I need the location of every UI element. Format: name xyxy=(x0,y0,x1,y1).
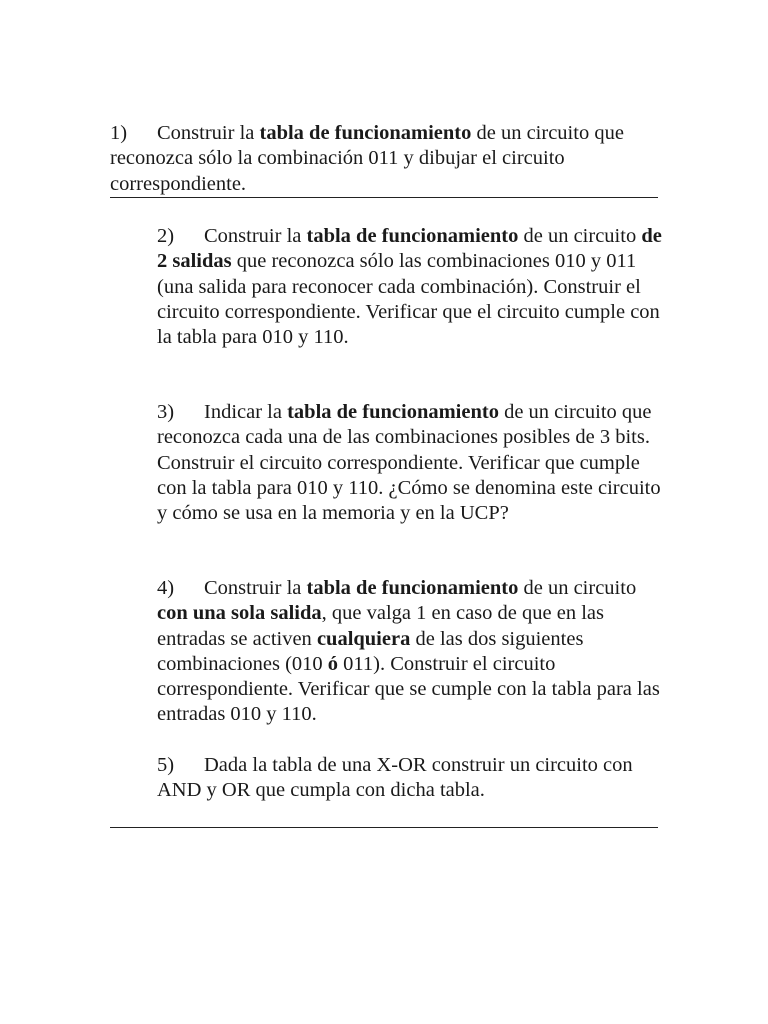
exercise-2-part: Construir la xyxy=(204,225,307,247)
exercise-1-text xyxy=(110,121,660,197)
exercise-4-part: de las dos siguientes combinaciones (010 xyxy=(157,627,584,675)
exercise-5-part: Dada la tabla de una X-OR construir un circuito con AND y OR que cumpla con dicha tabla. xyxy=(157,754,633,802)
exercise-1-part: de un circuito que reconozca sólo la combinación 011 y dibujar el circuito correspondiente. xyxy=(110,122,624,195)
exercise-2-bold: de 2 salidas xyxy=(157,225,662,273)
exercise-3-text xyxy=(157,400,662,526)
exercise-2-part: de un circuito xyxy=(518,225,642,247)
exercise-3-part: de un circuito que reconozca cada una de las combinaciones posibles de 3 bits. Construir el circuito correspondiente. Verificar que cumple con la tabla para 010 y 110. ¿Cómo se denomina este circuito y cómo se usa en la memoria y en la UCP? xyxy=(157,401,661,525)
exercise-2-part: que reconozca sólo las combinaciones 010 y 011 (una salida para reconocer cada combinación). Construir el circuito correspondiente. Verificar que el circuito cumple con la tabla para 010 y 110. xyxy=(157,250,660,349)
exercise-4-part: de un circuito xyxy=(518,577,637,599)
exercise-3-bold: tabla de funcionamiento xyxy=(287,401,499,423)
exercise-2 xyxy=(157,224,662,350)
exercise-4-bold: con una sola salida xyxy=(157,602,322,625)
exercise-3-number: 3) xyxy=(157,401,175,423)
exercise-3 xyxy=(157,400,662,526)
exercise-4-bold: ó xyxy=(327,652,339,675)
exercise-5-number: 5) xyxy=(157,754,175,776)
exercise-4-text xyxy=(157,576,662,728)
exercise-4-part: 011). Construir el circuito correspondiente. Verificar que se cumple con la tabla para las entradas 010 y 110. xyxy=(157,652,660,726)
exercise-4-number: 4) xyxy=(157,577,175,599)
exercise-4-part: , que valga 1 en caso de que en las entradas se activen xyxy=(157,602,604,650)
exercise-2-number: 2) xyxy=(157,225,175,247)
exercise-2-text xyxy=(157,224,662,350)
exercise-5 xyxy=(157,753,662,804)
divider-bottom xyxy=(110,827,658,828)
exercise-4-bold: tabla de funcionamiento xyxy=(306,577,519,599)
exercise-4-part: Construir la xyxy=(204,577,307,599)
exercise-1 xyxy=(110,121,660,197)
exercise-1-number: 1) xyxy=(110,122,128,144)
exercise-3-part: Indicar la xyxy=(204,401,288,423)
exercise-1-part: Construir la xyxy=(157,122,260,144)
exercise-2-bold: tabla de funcionamiento xyxy=(306,225,519,247)
exercise-1-bold: tabla de funcionamiento xyxy=(259,122,472,144)
exercise-4 xyxy=(157,576,662,728)
exercise-4-bold: cualquiera xyxy=(316,627,411,650)
exercise-5-text xyxy=(157,753,662,804)
divider-top xyxy=(110,197,658,198)
